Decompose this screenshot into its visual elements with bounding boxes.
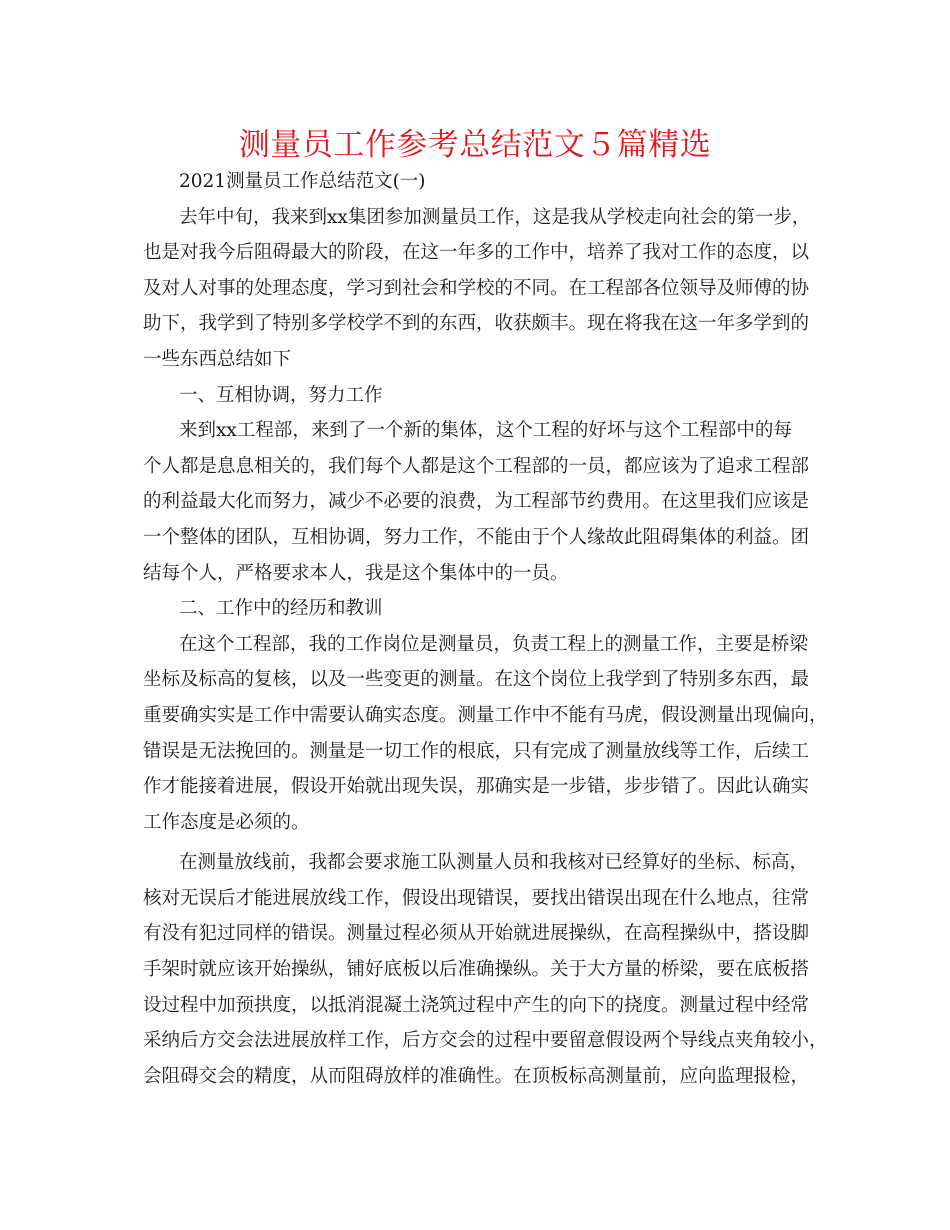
paragraph-line: 结每个人，严格要求本人，我是这个集体中的一员。 [143,562,569,584]
paragraph-line: 错误是无法挽回的。测量是一切工作的根底，只有完成了测量放线等工作，后续工 [143,740,810,762]
document-title: 测量员工作参考总结范文５篇精选 [238,127,712,163]
paragraph-line: 一些东西总结如下 [143,348,292,370]
paragraph-line: 会阻碍交会的精度，从而阻碍放样的准确性。在顶板标高测量前，应向监理报检， [143,1065,810,1087]
section-heading: 一、互相协调，努力工作 [179,384,383,406]
section-heading: 二、工作中的经历和教训 [179,598,383,620]
paragraph-line: 核对无误后才能进展放线工作，假设出现错误，要找出错误出现在什么地点，往常 [143,887,810,909]
paragraph-line: 个人都是息息相关的，我们每个人都是这个工程部的一员，都应该为了追求工程部 [143,455,810,477]
paragraph-line: 采纳后方交会法进展放样工作，后方交会的过程中要留意假设两个导线点夹角较小， [143,1030,828,1052]
paragraph-line: 在这个工程部，我的工作岗位是测量员，负责工程上的测量工作，主要是桥梁 [179,633,809,655]
paragraph-line: 坐标及标高的复核，以及一些变更的测量。在这个岗位上我学到了特别多东西，最 [143,669,810,691]
paragraph-line: 设过程中加预拱度，以抵消混凝土浇筑过程中产生的向下的挠度。测量过程中经常 [143,994,810,1016]
paragraph-line: 及对人对事的处理态度，学习到社会和学校的不同。在工程部各位领导及师傅的协 [143,277,810,299]
paragraph-line: 重要确实实是工作中需要认确实态度。测量工作中不能有马虎，假设测量出现偏向， [143,704,828,726]
document-body [143,164,828,1094]
paragraph-line: 一个整体的团队，互相协调，努力工作，不能由于个人缘故此阻碍集体的利益。团 [143,526,810,548]
paragraph-line: 工作态度是必须的。 [143,811,310,833]
section-heading: 2021测量员工作总结范文(一) [179,171,426,192]
paragraph-line: 有没有犯过同样的错误。测量过程必须从开始就进展操纵，在高程操纵中，搭设脚 [143,923,810,945]
paragraph-line: 也是对我今后阻碍最大的阶段，在这一年多的工作中，培养了我对工作的态度，以 [143,242,810,264]
paragraph-line: 的利益最大化而努力，减少不必要的浪费，为工程部节约费用。在这里我们应该是 [143,491,810,513]
paragraph-line: 来到xx工程部，来到了一个新的集体，这个工程的好坏与这个工程部中的每 [179,420,792,442]
paragraph-line: 作才能接着进展，假设开始就出现失误，那确实是一步错，步步错了。因此认确实 [143,776,810,798]
paragraph-line: 去年中旬，我来到xx集团参加测量员工作，这是我从学校走向社会的第一步， [179,206,811,228]
paragraph-line: 在测量放线前，我都会要求施工队测量人员和我核对已经算好的坐标、标高， [179,852,809,874]
paragraph-line: 助下，我学到了特别多学校学不到的东西，收获颇丰。现在将我在这一年多学到的 [143,313,810,335]
paragraph-line: 手架时就应该开始操纵，铺好底板以后准确操纵。关于大方量的桥梁，要在底板搭 [143,959,810,981]
